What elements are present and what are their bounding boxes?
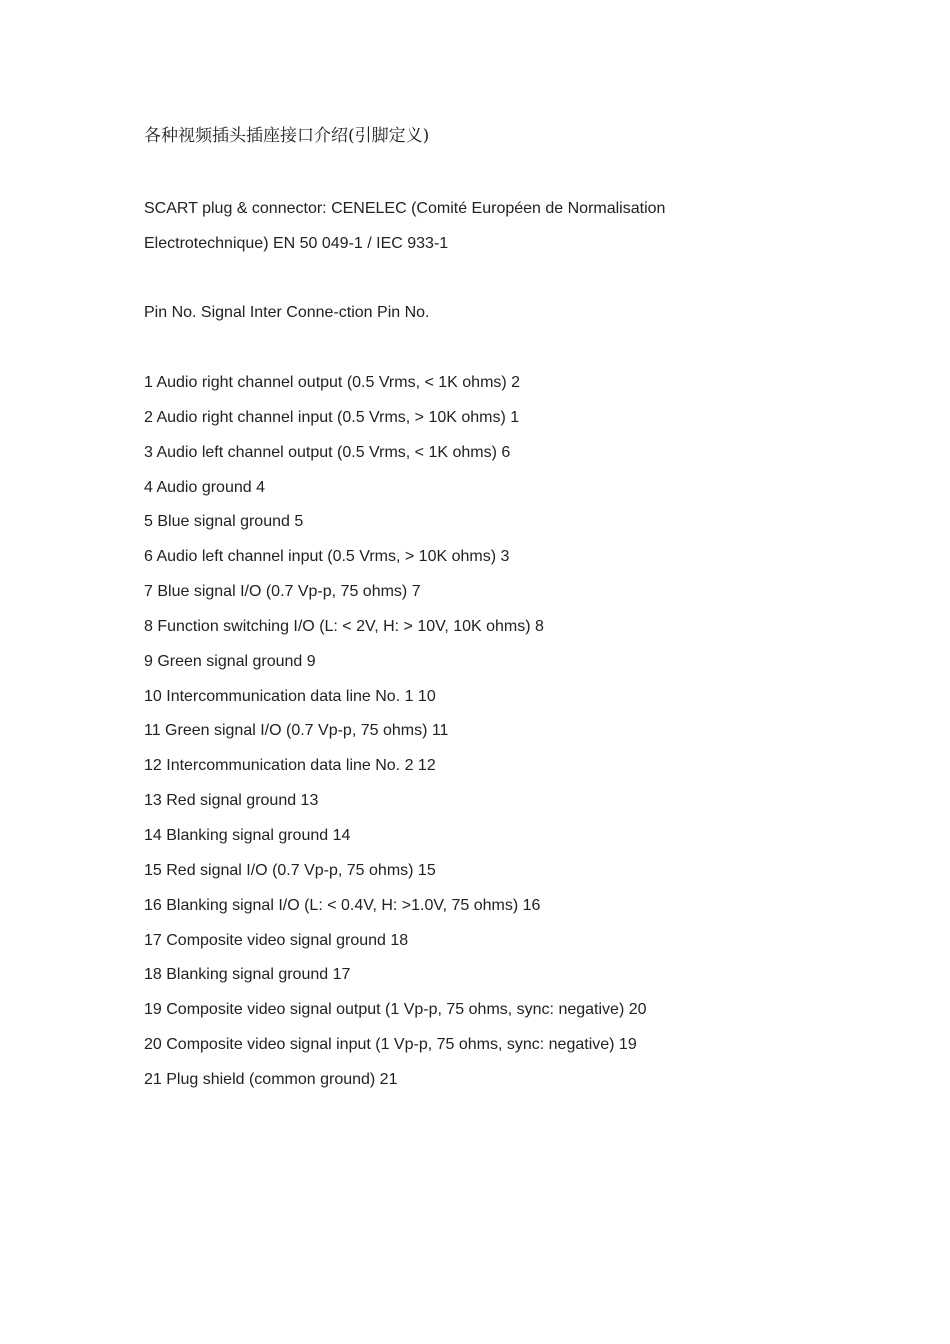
pin-row: 21 Plug shield (common ground) 21 bbox=[144, 1070, 398, 1088]
pin-row: 6 Audio left channel input (0.5 Vrms, > 10K ohms) 3 bbox=[144, 548, 510, 566]
pin-row: 16 Blanking signal I/O (L: < 0.4V, H: >1.0V, 75 ohms) 16 bbox=[144, 896, 541, 914]
pin-row: 14 Blanking signal ground 14 bbox=[144, 826, 351, 844]
pin-row: 4 Audio ground 4 bbox=[144, 478, 265, 496]
pin-row: 10 Intercommunication data line No. 1 10 bbox=[144, 687, 436, 705]
pin-row: 8 Function switching I/O (L: < 2V, H: > 10V, 10K ohms) 8 bbox=[144, 617, 544, 635]
pin-row: 19 Composite video signal output (1 Vp-p, 75 ohms, sync: negative) 20 bbox=[144, 1001, 647, 1019]
pin-table-header: Pin No. Signal Inter Conne-ction Pin No. bbox=[144, 304, 430, 321]
pin-row: 9 Green signal ground 9 bbox=[144, 652, 316, 670]
intro-line-2: Electrotechnique) EN 50 049-1 / IEC 933-1 bbox=[144, 235, 449, 252]
pin-row: 11 Green signal I/O (0.7 Vp-p, 75 ohms) 11 bbox=[144, 722, 449, 740]
pin-row: 18 Blanking signal ground 17 bbox=[144, 966, 351, 984]
pin-row: 7 Blue signal I/O (0.7 Vp-p, 75 ohms) 7 bbox=[144, 583, 421, 601]
pin-row: 17 Composite video signal ground 18 bbox=[144, 931, 409, 949]
pin-row: 15 Red signal I/O (0.7 Vp-p, 75 ohms) 15 bbox=[144, 861, 436, 879]
pin-row: 1 Audio right channel output (0.5 Vrms, < 1K ohms) 2 bbox=[144, 374, 521, 391]
pin-list bbox=[144, 373, 647, 1105]
pin-row: 13 Red signal ground 13 bbox=[144, 792, 319, 810]
pin-row: 5 Blue signal ground 5 bbox=[144, 513, 304, 531]
pin-row: 2 Audio right channel input (0.5 Vrms, > 10K ohms) 1 bbox=[144, 408, 520, 426]
pin-row: 12 Intercommunication data line No. 2 12 bbox=[144, 757, 436, 775]
intro-line-1: SCART plug & connector: CENELEC (Comité Européen de Normalisation bbox=[144, 200, 666, 217]
pin-row: 20 Composite video signal input (1 Vp-p, 75 ohms, sync: negative) 19 bbox=[144, 1036, 637, 1054]
pin-row: 3 Audio left channel output (0.5 Vrms, < 1K ohms) 6 bbox=[144, 443, 511, 461]
document-title: 各种视频插头插座接口介绍(引脚定义) bbox=[144, 126, 430, 146]
